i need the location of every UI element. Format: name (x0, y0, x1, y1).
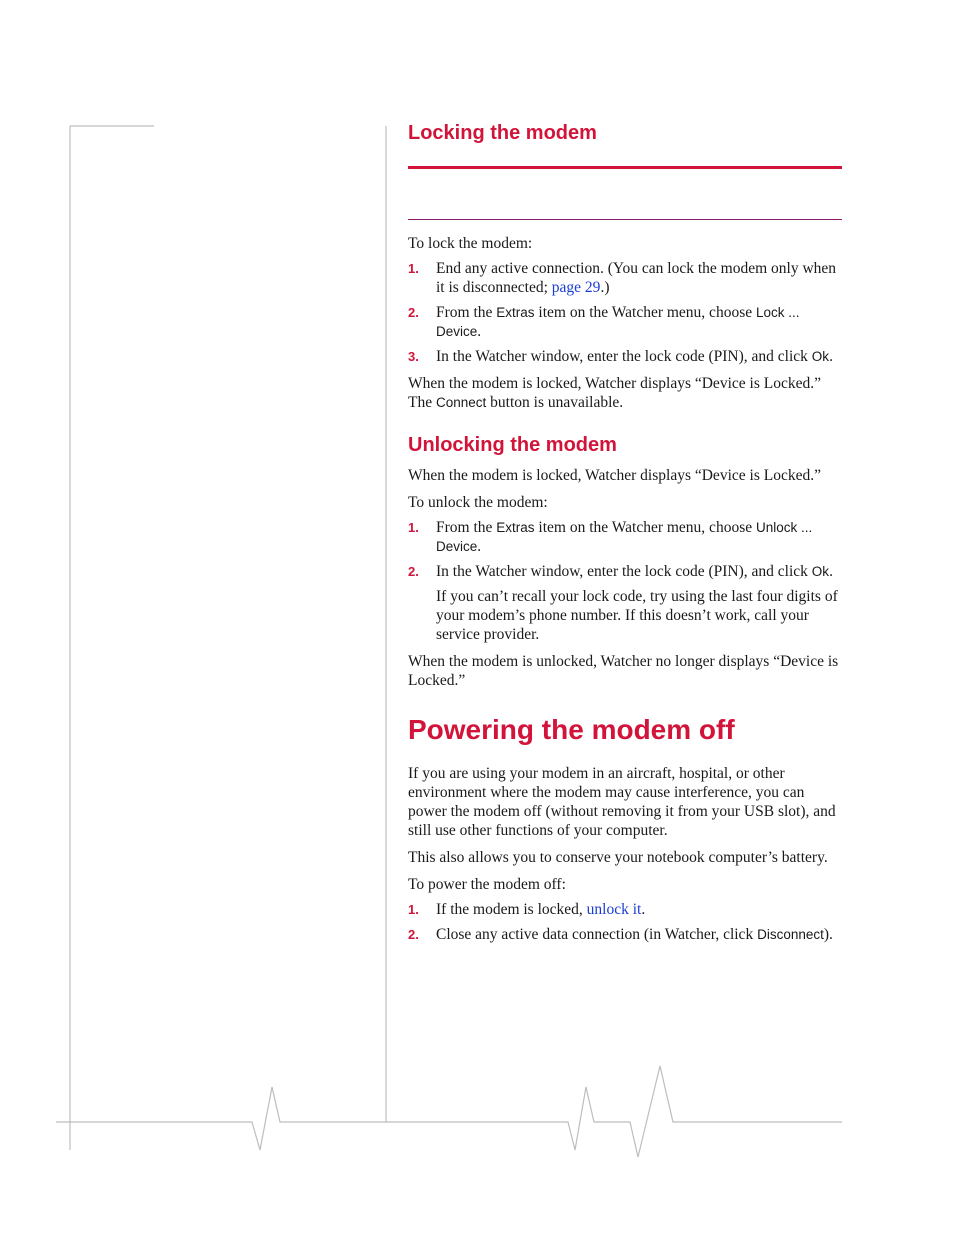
list-item: 2. In the Watcher window, enter the lock code (PIN), and click Ok. If you can’t recall your lock code, try using the last four digits of your modem’s phone number. If this doesn’t work, call your service provider. (408, 562, 842, 644)
power-para1: If you are using your modem in an aircraft, hospital, or other environment where the modem may cause interference, you can power the modem off (without removing it from your USB slot), and still use other functions of your computer. (408, 765, 836, 839)
ui-term: Disconnect (757, 927, 824, 942)
power-steps (408, 900, 842, 944)
list-item: 1. From the Extras item on the Watcher menu, choose Unlock ... Device. (408, 519, 813, 555)
lock-closing: When the modem is locked, Watcher displays “Device is Locked.” The Connect button is unavailable. (408, 375, 821, 411)
heading-unlocking: Unlocking the modem (408, 434, 617, 456)
power-para2: This also allows you to conserve your notebook computer’s battery. (408, 849, 828, 866)
heading-locking: Locking the modem (408, 122, 597, 144)
waveform-decoration (56, 1066, 842, 1157)
list-item: 2. Close any active data connection (in Watcher, click Disconnect). (408, 926, 833, 943)
ui-term: Ok (811, 564, 830, 579)
unlock-intro: To unlock the modem: (408, 494, 548, 511)
unlock-closing: When the modem is unlocked, Watcher no longer displays “Device is Locked.” (408, 653, 839, 689)
list-item: 1. End any active connection. (You can lock the modem only when it is disconnected; page 29.) (408, 260, 837, 296)
ui-term: Unlock ... Device (436, 520, 813, 554)
unlock-link[interactable]: unlock it (586, 901, 642, 918)
list-item: 1. If the modem is locked, unlock it. (408, 901, 646, 918)
ui-term: Lock ... Device (436, 305, 800, 339)
unlock-steps (408, 518, 842, 644)
unlock-para: When the modem is locked, Watcher displays “Device is Locked.” (408, 467, 821, 484)
ui-term: Extras (496, 305, 535, 320)
unlock-note: If you can’t recall your lock code, try using the last four digits of your modem’s phone number. If this doesn’t work, call your service provider. (436, 588, 838, 643)
page-link[interactable]: page 29 (551, 279, 601, 296)
list-item: 3. In the Watcher window, enter the lock code (PIN), and click Ok. (408, 348, 833, 365)
page-content (408, 118, 842, 944)
lock-steps (408, 259, 842, 366)
ui-term: Ok (811, 349, 830, 364)
list-item: 2. From the Extras item on the Watcher menu, choose Lock ... Device. (408, 304, 800, 340)
ui-term: Extras (496, 520, 535, 535)
heading-rule-thick (408, 166, 842, 169)
lock-intro: To lock the modem: (408, 235, 533, 252)
heading-powering: Powering the modem off (408, 714, 735, 745)
power-intro: To power the modem off: (408, 876, 566, 893)
ui-term: Connect (435, 395, 487, 410)
heading-rule-thin (408, 219, 842, 220)
